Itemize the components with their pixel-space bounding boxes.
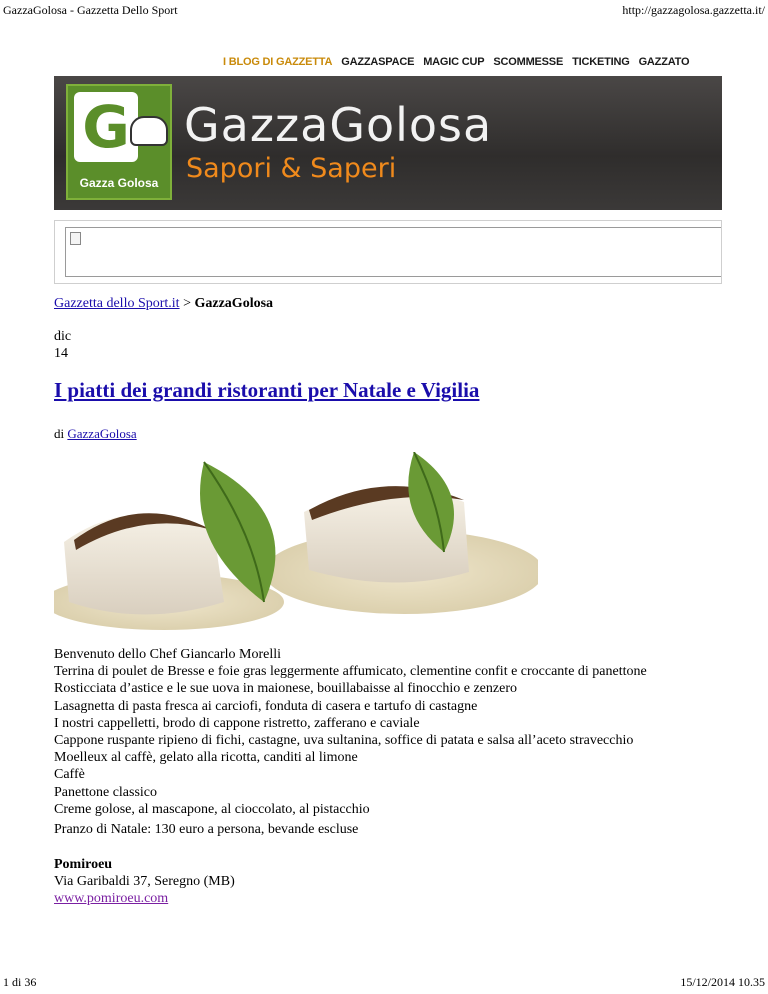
- chef-hat-icon: [130, 116, 168, 146]
- menu-item: Moelleux al caffè, gelato alla ricotta, canditi al limone: [54, 750, 358, 766]
- broken-image-icon: [70, 232, 81, 245]
- print-page-number: 1 di 36: [3, 975, 37, 989]
- nav-item-gazzaspace[interactable]: GAZZASPACE: [341, 56, 415, 68]
- byline-prefix: di: [54, 426, 65, 441]
- post-date-day: 14: [54, 346, 68, 361]
- site-subtitle: Sapori & Saperi: [186, 153, 397, 184]
- logo-caption: Gazza Golosa: [79, 176, 159, 190]
- nav-item-gazzatoto[interactable]: GAZZATO: [638, 56, 690, 68]
- menu-item: Cappone ruspante ripieno di fichi, castagne, uva sultanina, soffice di patata e salsa all’aceto stravecchio: [54, 733, 634, 749]
- menu-item: Panettone classico: [54, 784, 158, 800]
- menu-item: Benvenuto dello Chef Giancarlo Morelli: [54, 647, 282, 662]
- breadcrumb-parent-link[interactable]: Gazzetta dello Sport.it: [54, 296, 180, 311]
- menu-item: Terrina di poulet de Bresse e foie gras leggermente affumicato, clementine confit e croccante di panettone: [54, 664, 647, 680]
- nav-item-blog[interactable]: I BLOG DI GAZZETTA: [223, 56, 333, 68]
- print-timestamp: 15/12/2014 10.35: [680, 975, 765, 989]
- venue-name: Pomiroeu: [54, 857, 113, 872]
- site-title: GazzaGolosa: [184, 98, 493, 152]
- venue-address: Via Garibaldi 37, Seregno (MB): [54, 874, 235, 889]
- menu-list: [54, 646, 647, 818]
- author-link[interactable]: GazzaGolosa: [67, 426, 137, 441]
- menu-item: Lasagnetta di pasta fresca ai carciofi, fonduta di casera e tartufo di castagne: [54, 698, 478, 714]
- print-page-title: GazzaGolosa - Gazzetta Dello Sport: [3, 3, 178, 17]
- breadcrumb-separator: >: [183, 296, 191, 311]
- nav-item-scommesse[interactable]: SCOMMESSE: [493, 56, 564, 68]
- dish-photo: [54, 452, 538, 632]
- nav-item-ticketing[interactable]: TICKETING: [572, 56, 630, 68]
- post-date-month: dic: [54, 329, 72, 344]
- print-footer: [3, 975, 765, 990]
- menu-item: I nostri cappelletti, brodo di cappone ristretto, zafferano e caviale: [54, 715, 420, 731]
- price-note: Pranzo di Natale: 130 euro a persona, bevande escluse: [54, 822, 359, 837]
- venue-website-link[interactable]: www.pomiroeu.com: [54, 891, 169, 906]
- post-byline: [54, 426, 137, 442]
- breadcrumb: [54, 296, 273, 312]
- print-header: [3, 3, 765, 18]
- post-title-link[interactable]: I piatti dei grandi ristoranti per Natale e Vigilia: [54, 378, 480, 402]
- menu-item: Rosticciata d’astice e le sue uova in maionese, bouillabaisse al finocchio e zenzero: [54, 681, 517, 697]
- ad-banner: [54, 220, 722, 284]
- menu-item: Caffè: [54, 767, 85, 783]
- post-date: [54, 328, 71, 362]
- top-navigation: [223, 56, 722, 68]
- venue-info: [54, 856, 235, 907]
- menu-item: Creme golose, al mascapone, al cioccolato, al pistacchio: [54, 801, 370, 817]
- logo-letter: G: [74, 92, 138, 162]
- dish-photo-illustration: [54, 452, 538, 632]
- site-logo[interactable]: [66, 84, 172, 200]
- breadcrumb-current: GazzaGolosa: [194, 296, 274, 311]
- post-title: [54, 376, 479, 404]
- ad-frame: [65, 227, 721, 277]
- nav-item-magic-cup[interactable]: MAGIC CUP: [423, 56, 485, 68]
- site-banner[interactable]: [54, 76, 722, 210]
- print-page-url: http://gazzagolosa.gazzetta.it/: [622, 3, 765, 17]
